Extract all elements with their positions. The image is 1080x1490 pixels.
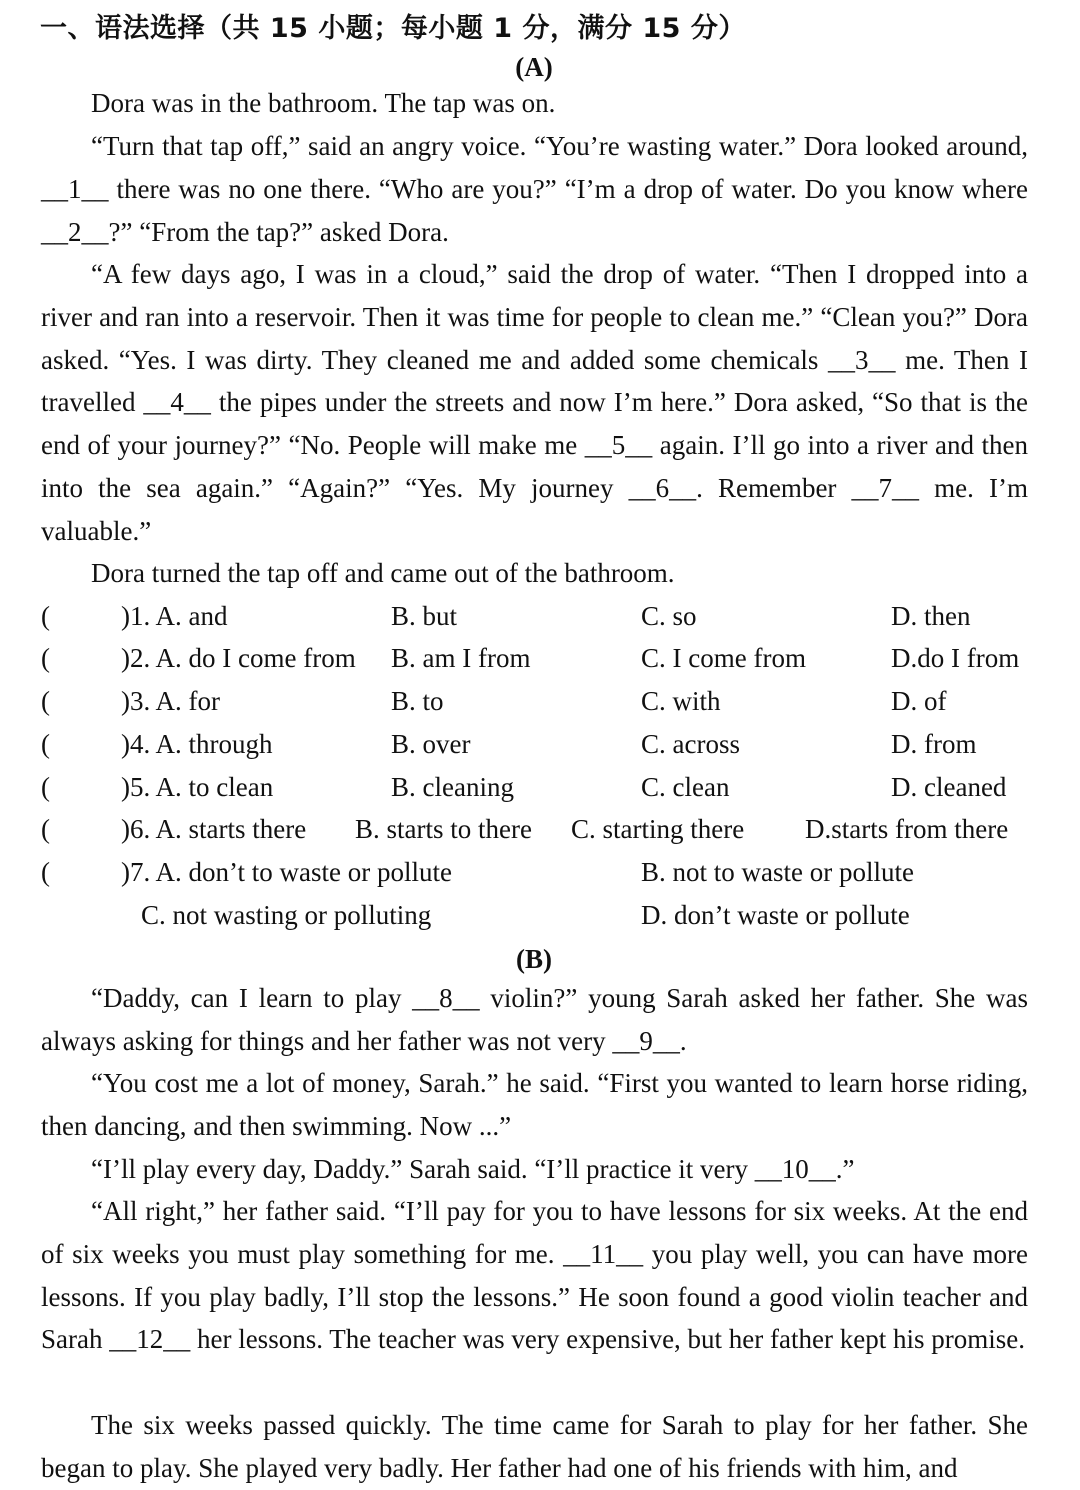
question-3 xyxy=(41,680,1041,722)
option-d: D. then xyxy=(891,601,971,631)
section-a-paragraph-1: Dora was in the bathroom. The tap was on. xyxy=(91,88,556,118)
section-a-paragraph-4: Dora turned the tap off and came out of the bathroom. xyxy=(91,558,675,588)
answer-blank[interactable]: ( xyxy=(41,643,50,673)
section-b-paragraph-5: The six weeks passed quickly. The time came for Sarah to play for her father. She began to play. She played very badly. Her father had one of his friends with him, and xyxy=(41,1410,1028,1483)
answer-blank[interactable]: ( xyxy=(41,686,50,716)
question-6 xyxy=(41,808,1041,850)
section-a-title: (A) xyxy=(515,52,553,82)
option-b: B. over xyxy=(391,729,471,759)
option-b: B. not to waste or pollute xyxy=(641,857,914,887)
option-b: B. am I from xyxy=(391,643,531,673)
section-b-paragraph-2: “You cost me a lot of money, Sarah.” he said. “First you wanted to learn horse riding, then dancing, and then swimming. Now ...” xyxy=(41,1068,1028,1141)
option-b: B. cleaning xyxy=(391,772,514,802)
option-c: C. not wasting or polluting xyxy=(141,900,432,930)
option-b: B. to xyxy=(391,686,444,716)
section-a-paragraph-3: “A few days ago, I was in a cloud,” said the drop of water. “Then I dropped into a river and ran into a reservoir. Then it was time for people to clean me.” “Clean you?” Dora asked. “Yes. I was dirty. They cleaned me and added some chemicals __3__ me. Then I travelled __4__ the pipes under the streets and now I’m here.” Dora asked, “So that is the end of your journey?” “No. People will make me __5__ again. I’ll go into a river and then into the sea again.” “Again?” “Yes. My journey __6__. Remember __7__ me. I’m valuable.” xyxy=(41,259,1028,546)
option-d: D. of xyxy=(891,686,947,716)
question-4 xyxy=(41,723,1041,765)
option-c: C. with xyxy=(641,686,721,716)
question-7-continued xyxy=(41,894,1041,936)
answer-blank[interactable]: ( xyxy=(41,729,50,759)
answer-blank[interactable]: ( xyxy=(41,772,50,802)
option-d: D.starts from there xyxy=(805,814,1009,844)
section-heading: 一、语法选择（共 15 小题；每小题 1 分，满分 15 分） xyxy=(40,13,746,44)
section-b-paragraph-3: “I’ll play every day, Daddy.” Sarah said. “I’ll practice it very __10__.” xyxy=(91,1154,855,1184)
answer-blank[interactable]: ( xyxy=(41,814,50,844)
option-a: )4. A. through xyxy=(121,729,273,759)
option-a: )3. A. for xyxy=(121,686,220,716)
question-5 xyxy=(41,766,1041,808)
section-b-paragraph-4: “All right,” her father said. “I’ll pay for you to have lessons for six weeks. At the end of six weeks you must play something for me. __11__ you play well, you can have more lessons. If you play badly, I’ll stop the lessons.” He soon found a good violin teacher and Sarah __12__ her lessons. The teacher was very expensive, but her father kept his promise. xyxy=(41,1196,1028,1355)
section-b-title: (B) xyxy=(516,944,552,974)
option-d: D.do I from xyxy=(891,643,1020,673)
option-a: )5. A. to clean xyxy=(121,772,274,802)
option-d: D. from xyxy=(891,729,977,759)
option-c: C. across xyxy=(641,729,740,759)
option-c: C. starting there xyxy=(571,814,745,844)
question-7 xyxy=(41,851,1041,893)
option-a: )1. A. and xyxy=(121,601,228,631)
option-d: D. don’t waste or pollute xyxy=(641,900,910,930)
option-c: C. I come from xyxy=(641,643,806,673)
answer-blank[interactable]: ( xyxy=(41,857,50,887)
option-c: C. clean xyxy=(641,772,730,802)
option-a: )7. A. don’t to waste or pollute xyxy=(121,857,452,887)
option-d: D. cleaned xyxy=(891,772,1007,802)
option-c: C. so xyxy=(641,601,697,631)
question-2 xyxy=(41,637,1041,679)
answer-blank[interactable]: ( xyxy=(41,601,50,631)
option-b: B. starts to there xyxy=(355,814,532,844)
option-b: B. but xyxy=(391,601,458,631)
section-b-paragraph-1: “Daddy, can I learn to play __8__ violin?” young Sarah asked her father. She was always asking for things and her father was not very __9__. xyxy=(41,983,1028,1056)
question-1 xyxy=(41,595,1041,637)
option-a: )2. A. do I come from xyxy=(121,643,356,673)
option-a: )6. A. starts there xyxy=(121,814,307,844)
section-a-paragraph-2: “Turn that tap off,” said an angry voice. “You’re wasting water.” Dora looked around, __1__ there was no one there. “Who are you?” “I’m a drop of water. Do you know where __2__?” “From the tap?” asked Dora. xyxy=(41,131,1028,247)
